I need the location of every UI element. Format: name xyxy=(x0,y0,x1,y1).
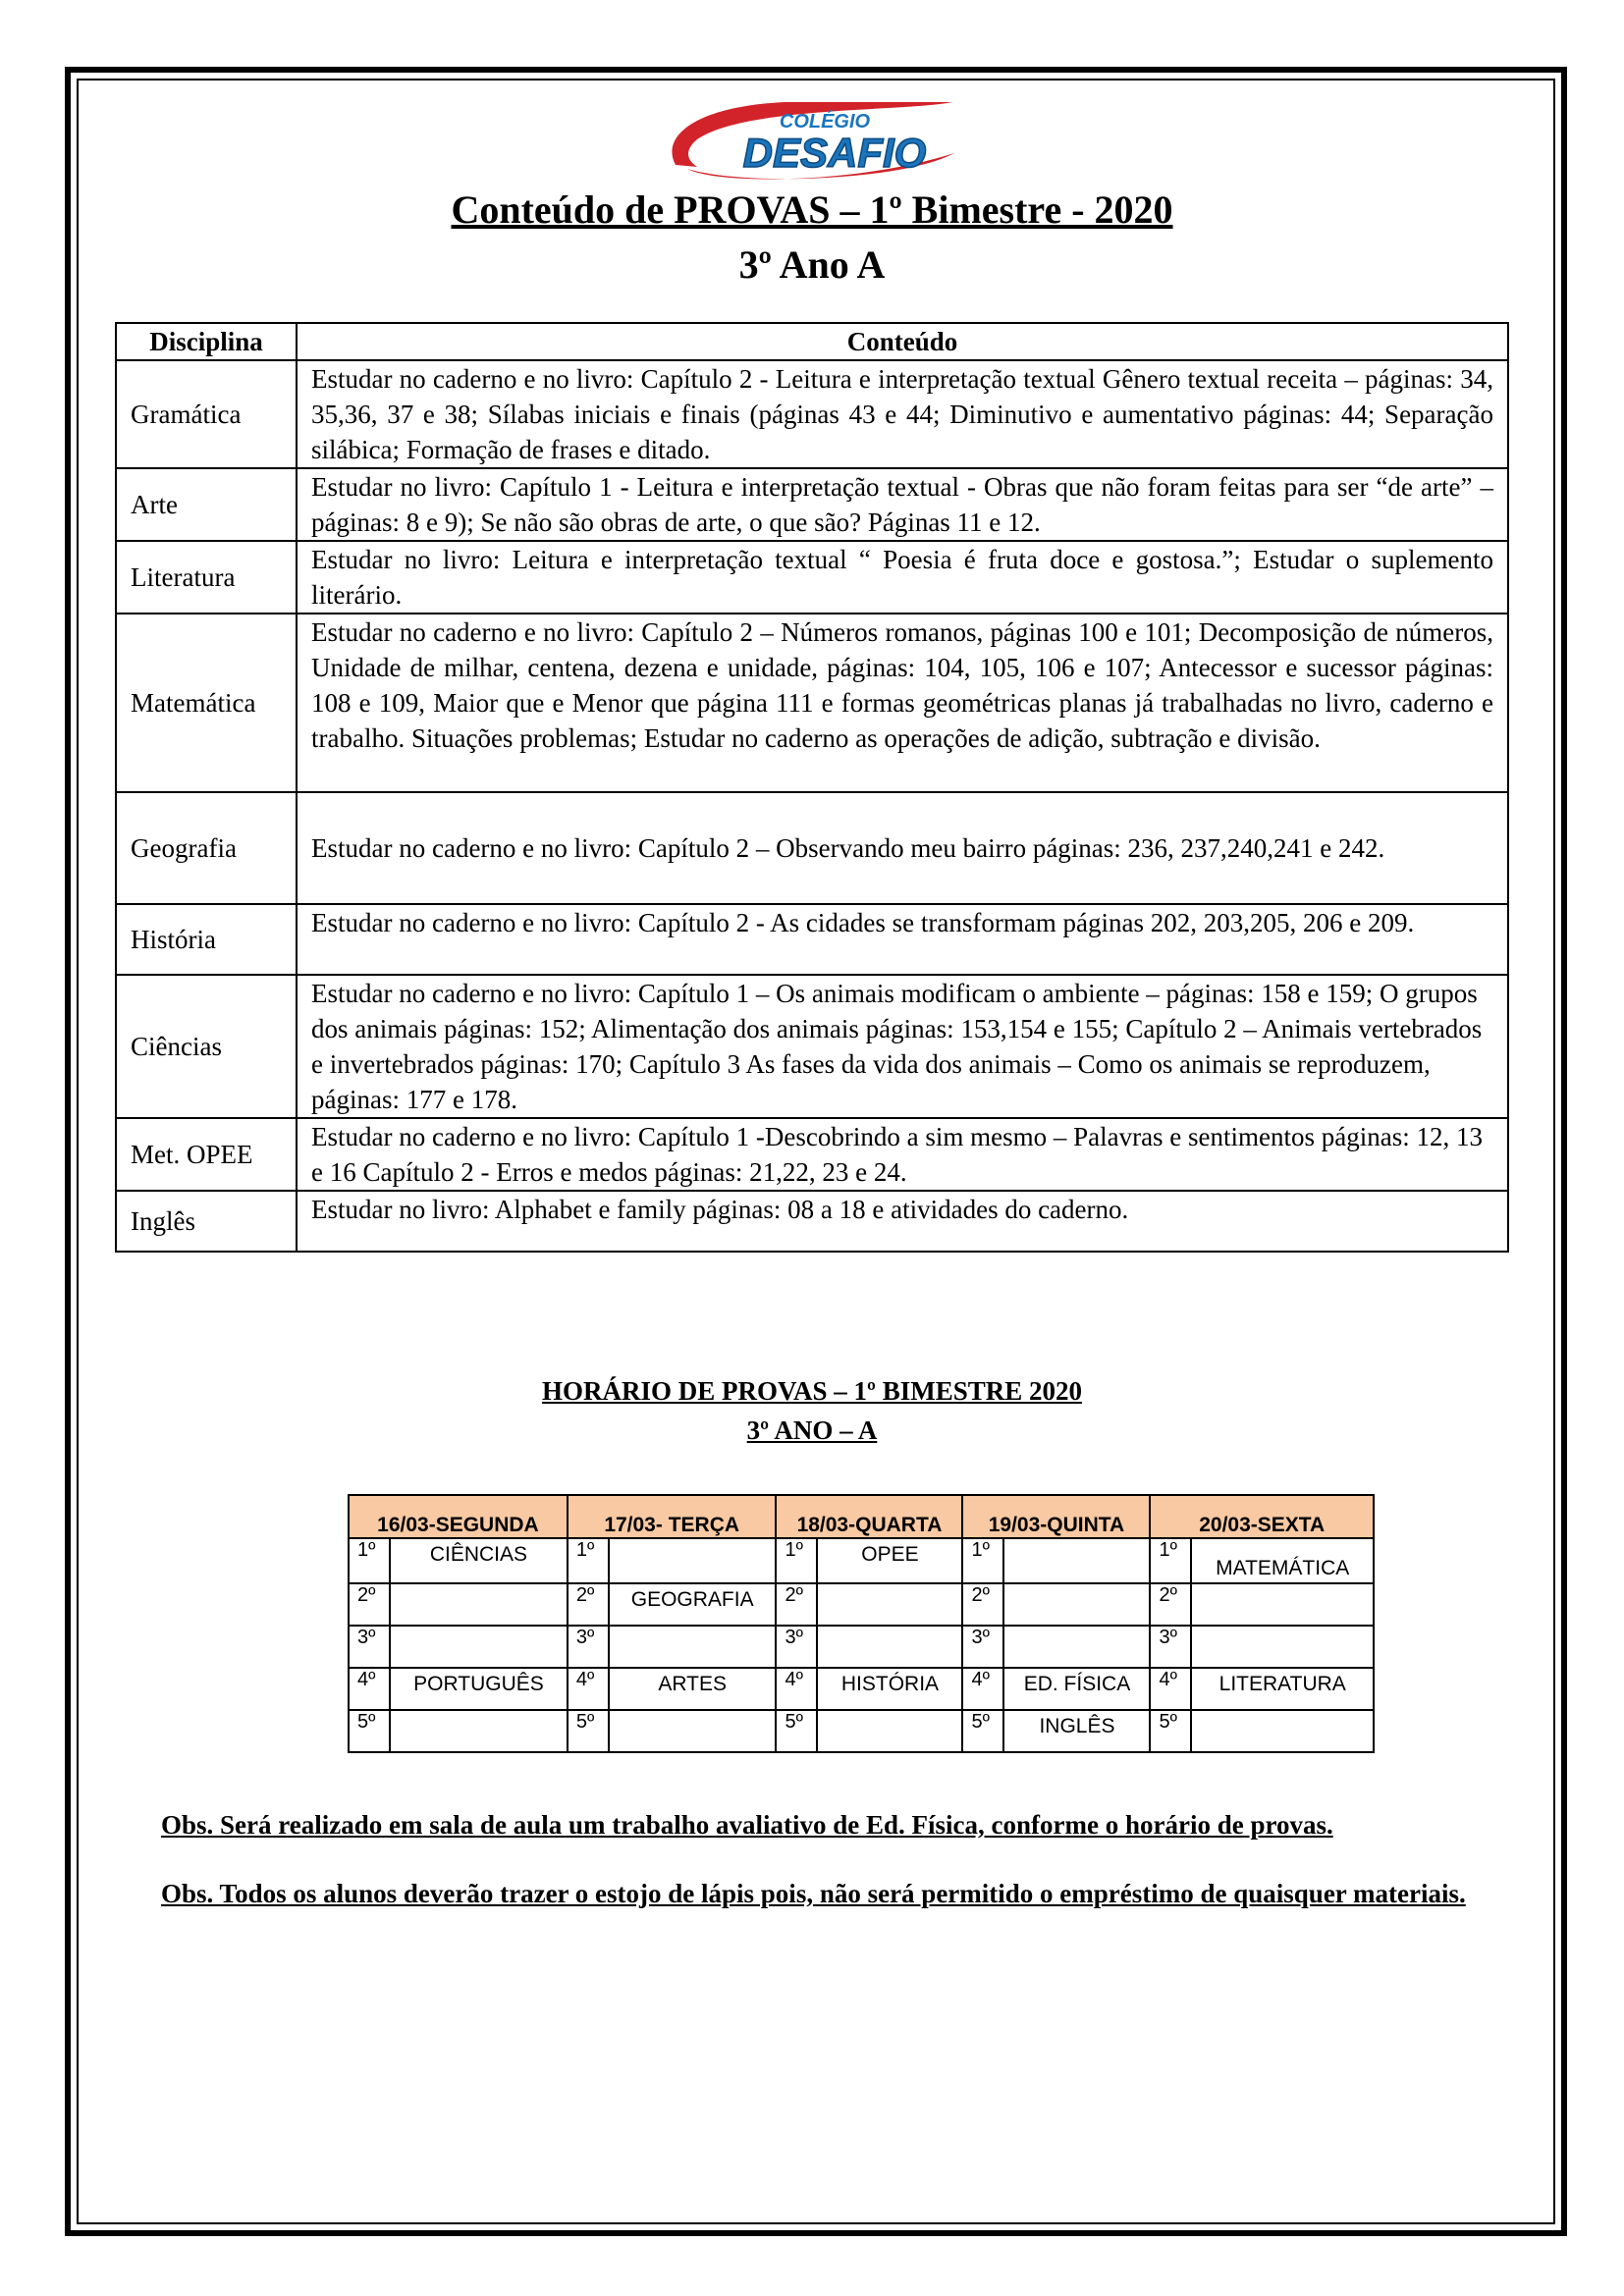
day-header: 17/03- TERÇA xyxy=(568,1495,777,1538)
day-header: 18/03-QUARTA xyxy=(776,1495,962,1538)
subject-cell xyxy=(390,1710,568,1752)
subject-cell xyxy=(609,1710,777,1752)
discipline-cell: Geografia xyxy=(116,792,297,904)
table-row xyxy=(116,468,1508,541)
table-row xyxy=(116,1191,1508,1252)
period-number: 5º xyxy=(962,1710,1003,1752)
schedule-row xyxy=(349,1538,1374,1583)
subject-cell: PORTUGUÊS xyxy=(390,1668,568,1710)
subject-cell: ARTES xyxy=(609,1668,777,1710)
period-number: 3º xyxy=(776,1626,817,1668)
period-number: 1º xyxy=(349,1538,390,1583)
content-cell: Estudar no livro: Leitura e interpretação textual “ Poesia é fruta doce e gostosa.”; Estudar o suplemento literário. xyxy=(297,541,1508,614)
subject-cell xyxy=(609,1538,777,1583)
schedule-row xyxy=(349,1583,1374,1626)
period-number: 2º xyxy=(349,1583,390,1626)
content-cell: Estudar no caderno e no livro: Capítulo 1 – Os animais modificam o ambiente – páginas: 158 e 159; O grupos dos animais páginas: 152; Alimentação dos animais páginas: 153,154 e 155; Capítulo 2 – Animais vertebrados e invertebrados páginas: 170; Capítulo 3 As fases da vida dos animais – Como os animais se reproduzem, páginas: 177 e 178. xyxy=(297,975,1508,1118)
discipline-cell: Gramática xyxy=(116,360,297,468)
period-number: 3º xyxy=(349,1626,390,1668)
content-cell: Estudar no caderno e no livro: Capítulo 2 – Observando meu bairro páginas: 236, 237,240,241 e 242. xyxy=(297,792,1508,904)
subject-cell: INGLÊS xyxy=(1003,1710,1150,1752)
period-number: 3º xyxy=(962,1626,1003,1668)
note-physical-education: Obs. Será realizado em sala de aula um trabalho avaliativo de Ed. Física, conforme o horário de provas. xyxy=(161,1810,1333,1840)
subject-cell xyxy=(1003,1626,1150,1668)
discipline-cell: Inglês xyxy=(116,1191,297,1252)
content-table-header xyxy=(116,323,1508,360)
day-header: 20/03-SEXTA xyxy=(1150,1495,1374,1538)
subject-cell: GEOGRAFIA xyxy=(609,1583,777,1626)
header-disciplina: Disciplina xyxy=(116,323,297,360)
period-number: 3º xyxy=(568,1626,609,1668)
table-row xyxy=(116,904,1508,975)
period-number: 4º xyxy=(349,1668,390,1710)
table-row xyxy=(116,360,1508,468)
period-number: 1º xyxy=(962,1538,1003,1583)
period-number: 2º xyxy=(776,1583,817,1626)
note-materials: Obs. Todos os alunos deverão trazer o estojo de lápis pois, não será permitido o empréstimo de quaisquer materiais. xyxy=(161,1879,1466,1908)
period-number: 5º xyxy=(776,1710,817,1752)
page-subtitle: 3º Ano A xyxy=(738,242,886,287)
logo-text-desafio: DESAFIO xyxy=(742,130,927,176)
subject-cell xyxy=(1003,1538,1150,1583)
subject-cell xyxy=(609,1626,777,1668)
subject-cell: ED. FÍSICA xyxy=(1003,1668,1150,1710)
period-number: 2º xyxy=(1150,1583,1191,1626)
period-number: 5º xyxy=(568,1710,609,1752)
subject-cell xyxy=(390,1583,568,1626)
content-cell: Estudar no caderno e no livro: Capítulo 2 - As cidades se transformam páginas 202, 203,205, 206 e 209. xyxy=(297,904,1508,975)
discipline-cell: Ciências xyxy=(116,975,297,1118)
table-row xyxy=(116,975,1508,1118)
school-logo xyxy=(658,96,972,187)
schedule-row xyxy=(349,1626,1374,1668)
discipline-cell: Met. OPEE xyxy=(116,1118,297,1191)
period-number: 3º xyxy=(1150,1626,1191,1668)
schedule-row xyxy=(349,1668,1374,1710)
day-header: 16/03-SEGUNDA xyxy=(349,1495,568,1538)
table-row xyxy=(116,1118,1508,1191)
discipline-cell: Arte xyxy=(116,468,297,541)
content-cell: Estudar no caderno e no livro: Capítulo 2 – Números romanos, páginas 100 e 101; Decomposição de números, Unidade de milhar, centena, dezena e unidade, páginas: 104, 105, 106 e 107; Antecessor e sucessor páginas: 108 e 109, Maior que e Menor que página 111 e formas geométricas planas já trabalhadas no livro, caderno e trabalho. Situações problemas; Estudar no caderno as operações de adição, subtração e divisão. xyxy=(297,614,1508,792)
period-number: 1º xyxy=(568,1538,609,1583)
subject-cell xyxy=(817,1583,962,1626)
content-cell: Estudar no livro: Alphabet e family páginas: 08 a 18 e atividades do caderno. xyxy=(297,1191,1508,1252)
period-number: 5º xyxy=(1150,1710,1191,1752)
subject-cell xyxy=(1191,1583,1374,1626)
period-number: 4º xyxy=(1150,1668,1191,1710)
content-cell: Estudar no caderno e no livro: Capítulo 1 -Descobrindo a sim mesmo – Palavras e sentimentos páginas: 12, 13 e 16 Capítulo 2 - Erros e medos páginas: 21,22, 23 e 24. xyxy=(297,1118,1508,1191)
subject-cell: HISTÓRIA xyxy=(817,1668,962,1710)
subject-cell: OPEE xyxy=(817,1538,962,1583)
period-number: 1º xyxy=(1150,1538,1191,1583)
subject-cell xyxy=(1191,1710,1374,1752)
table-row xyxy=(116,614,1508,792)
period-number: 2º xyxy=(568,1583,609,1626)
schedule-table xyxy=(348,1494,1375,1753)
subject-cell xyxy=(390,1626,568,1668)
subject-cell xyxy=(817,1626,962,1668)
discipline-cell: Literatura xyxy=(116,541,297,614)
content-cell: Estudar no livro: Capítulo 1 - Leitura e interpretação textual - Obras que não foram feitas para ser “de arte” – páginas: 8 e 9); Se não são obras de arte, o que são? Páginas 11 e 12. xyxy=(297,468,1508,541)
subject-cell xyxy=(817,1710,962,1752)
subject-cell xyxy=(1191,1626,1374,1668)
subject-cell: CIÊNCIAS xyxy=(390,1538,568,1583)
period-number: 4º xyxy=(568,1668,609,1710)
schedule-title: HORÁRIO DE PROVAS – 1º BIMESTRE 2020 xyxy=(542,1376,1082,1406)
period-number: 4º xyxy=(962,1668,1003,1710)
table-row xyxy=(116,792,1508,904)
period-number: 2º xyxy=(962,1583,1003,1626)
subject-cell: MATEMÁTICA xyxy=(1191,1538,1374,1583)
content-cell: Estudar no caderno e no livro: Capítulo 2 - Leitura e interpretação textual Gênero textual receita – páginas: 34, 35,36, 37 e 38; Sílabas iniciais e finais (páginas 43 e 44; Diminutivo e aumentativo páginas: 44; Separação silábica; Formação de frases e ditado. xyxy=(297,360,1508,468)
discipline-cell: Matemática xyxy=(116,614,297,792)
schedule-header-row xyxy=(349,1495,1374,1538)
schedule-row xyxy=(349,1710,1374,1752)
logo-text-colegio: COLÉGIO xyxy=(779,111,871,133)
table-row xyxy=(116,541,1508,614)
period-number: 1º xyxy=(776,1538,817,1583)
content-table xyxy=(115,322,1509,1253)
header-conteudo: Conteúdo xyxy=(297,323,1508,360)
schedule-subtitle: 3º ANO – A xyxy=(746,1415,878,1445)
period-number: 4º xyxy=(776,1668,817,1710)
page-title: Conteúdo de PROVAS – 1º Bimestre - 2020 xyxy=(451,187,1173,232)
subject-cell xyxy=(1003,1583,1150,1626)
subject-cell: LITERATURA xyxy=(1191,1668,1374,1710)
day-header: 19/03-QUINTA xyxy=(962,1495,1150,1538)
period-number: 5º xyxy=(349,1710,390,1752)
discipline-cell: História xyxy=(116,904,297,975)
